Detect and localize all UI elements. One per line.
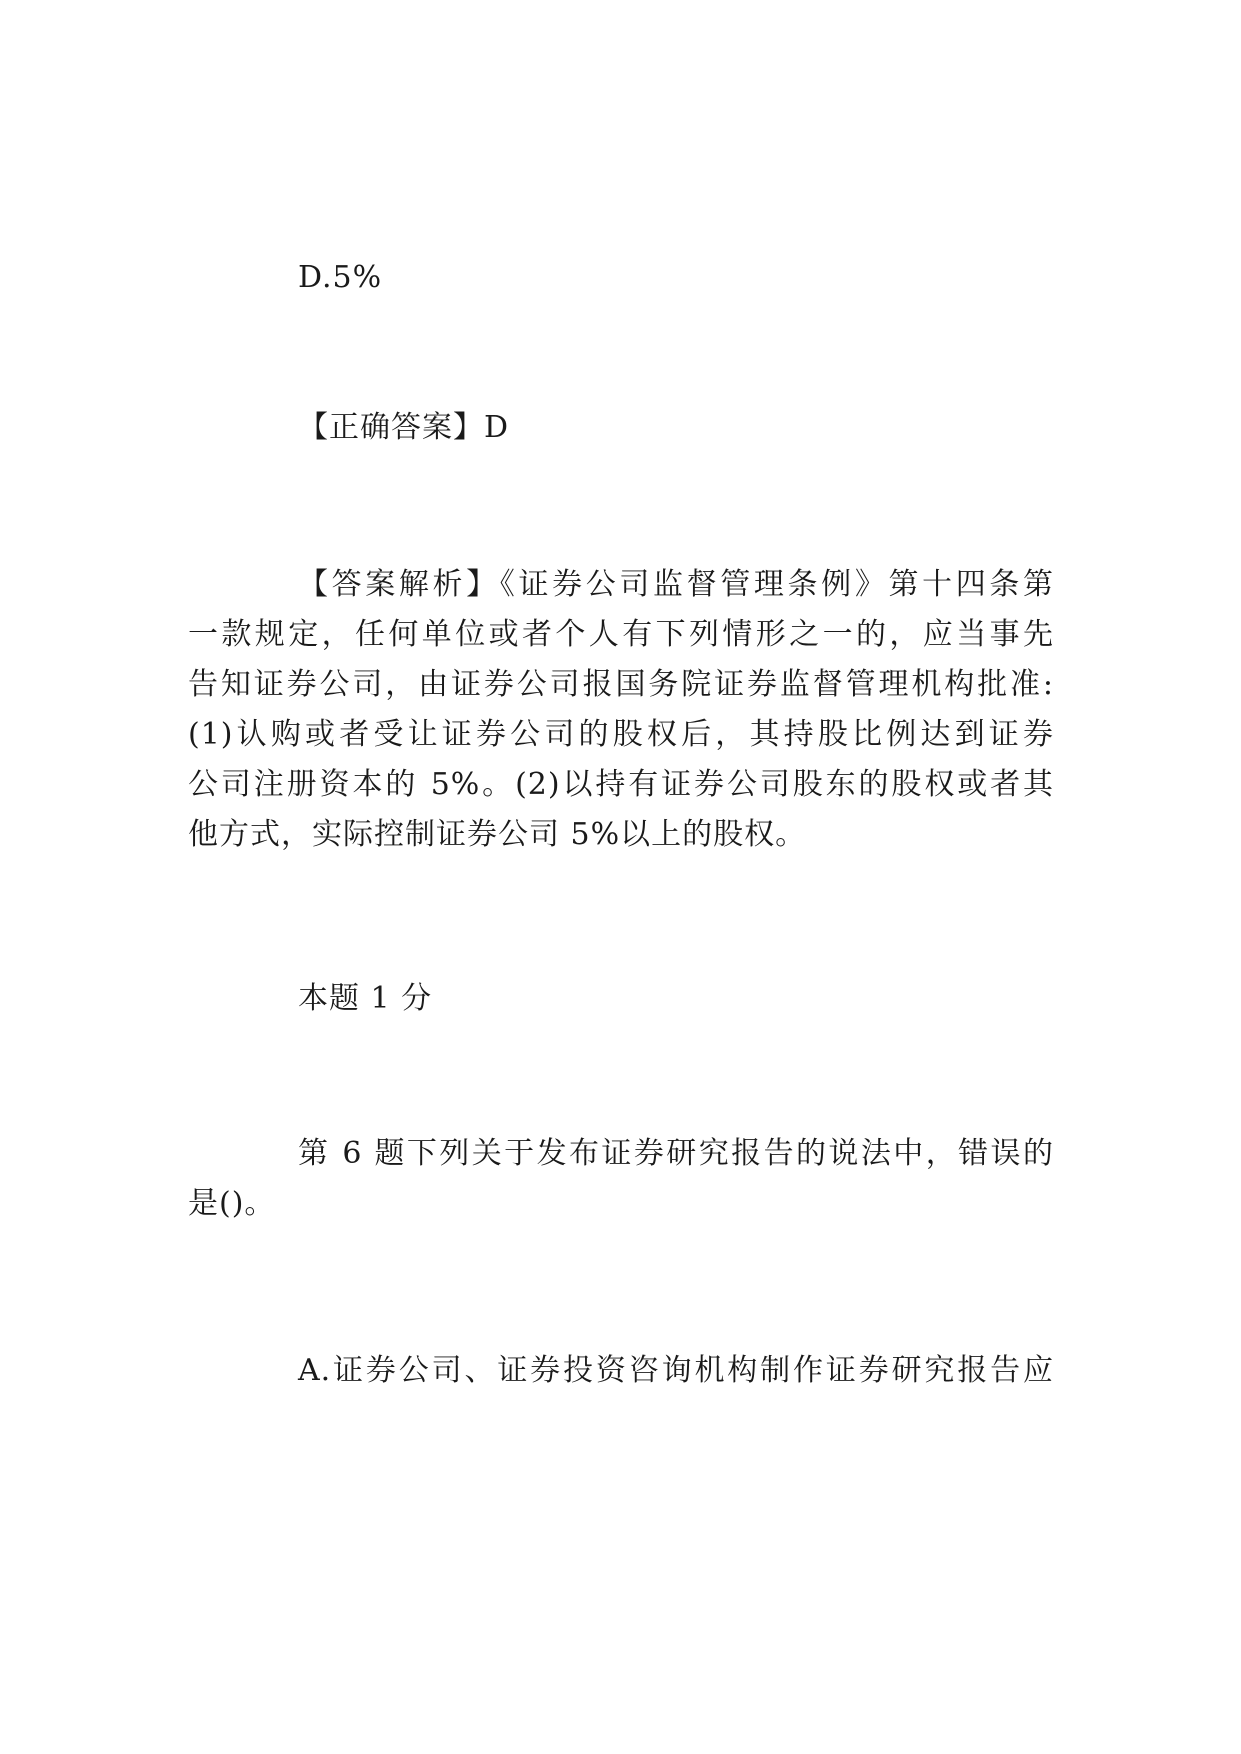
- question-line: 第 6 题下列关于发布证券研究报告的说法中，错误的: [298, 1136, 1054, 1171]
- option-d: [188, 253, 1054, 303]
- question-line: 是()。: [188, 1186, 276, 1221]
- analysis-line: 公司注册资本的 5%。(2)以持有证券公司股东的股权或者其: [188, 767, 1054, 802]
- score-note: [188, 974, 1054, 1024]
- answer-analysis: [188, 560, 1054, 860]
- correct-answer: [188, 403, 1054, 453]
- analysis-line: 告知证券公司，由证券公司报国务院证券监督管理机构批准:: [188, 667, 1054, 702]
- option-d-text: D.5%: [298, 260, 383, 295]
- analysis-line: 【答案解析】《证券公司监督管理条例》第十四条第: [298, 567, 1054, 602]
- score-note-text: 本题 1 分: [298, 981, 433, 1016]
- analysis-line: 一款规定，任何单位或者个人有下列情形之一的，应当事先: [188, 617, 1054, 652]
- analysis-line: (1)认购或者受让证券公司的股权后，其持股比例达到证券: [188, 717, 1054, 752]
- option-a-text: A.证券公司、证券投资咨询机构制作证券研究报告应: [298, 1353, 1054, 1388]
- analysis-line: 他方式，实际控制证券公司 5%以上的股权。: [188, 817, 807, 852]
- option-a: [188, 1346, 1054, 1396]
- correct-answer-text: 【正确答案】D: [298, 410, 510, 445]
- question-6: [188, 1129, 1054, 1229]
